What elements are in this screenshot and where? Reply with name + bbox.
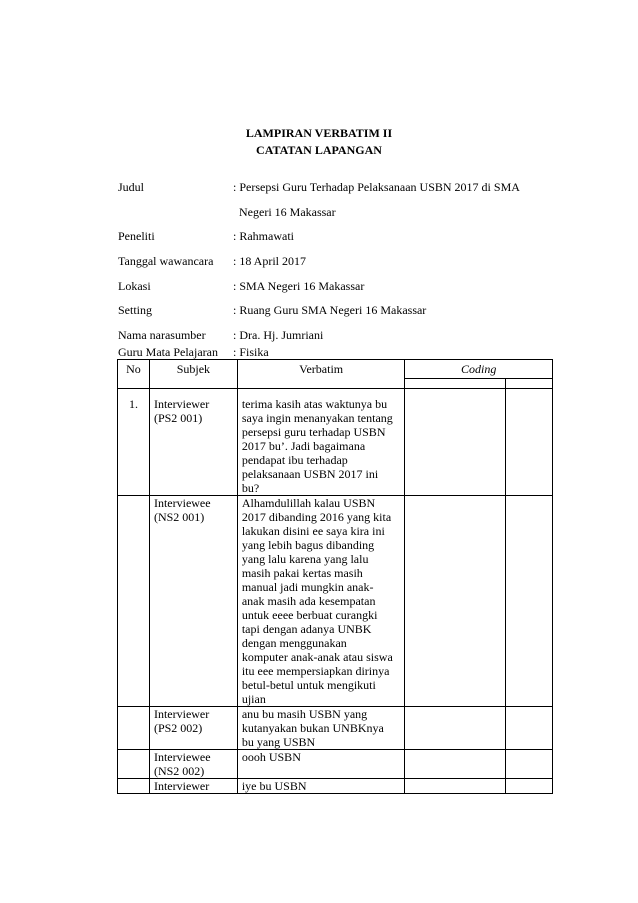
col-header-coding: Coding [405,360,553,379]
subject-line: Interviewer [153,707,210,721]
table-header-row [118,360,553,379]
subject-line: (NS2 001) [153,510,205,524]
verbatim-line: 2017 bu’. Jadi bagaimana [241,439,366,453]
meta-value-judul: : Persepsi Guru Terhadap Pelaksanaan USBN 2017 di SMA [233,180,520,194]
subject-line: (PS2 002) [153,721,203,735]
meta-label-lokasi: Lokasi [118,279,151,293]
meta-label-judul: Judul [118,180,145,194]
verbatim-line: manual jadi mungkin anak- [241,580,374,594]
cell-verbatim [237,496,405,707]
verbatim-table [117,359,553,794]
verbatim-line: bu yang USBN [241,735,316,749]
table-row [118,779,553,794]
cell-verbatim [237,779,405,794]
coding-subcol-2 [506,379,553,389]
meta-label-tanggal: Tanggal wawancara [118,254,214,268]
cell-coding-1 [405,496,506,707]
verbatim-line: bu? [241,481,260,495]
verbatim-line: anak masih ada kesempatan [241,594,376,608]
verbatim-line: komputer anak-anak atau siswa [241,650,393,664]
verbatim-line: 2017 dibanding 2016 yang kita [241,510,392,524]
verbatim-line: kutanyakan bukan UNBKnya [241,721,384,735]
table-row [118,707,553,750]
table-body [118,389,553,794]
col-header-no: No [118,360,150,389]
cell-subject [149,779,237,794]
verbatim-line: lakukan disini ee saya kira ini [241,524,385,538]
meta-value-judul-cont: Negeri 16 Makassar [239,205,336,219]
meta-label-setting: Setting [118,303,153,317]
cell-no [118,750,150,779]
table-row [118,750,553,779]
verbatim-line: masih pakai kertas masih [241,566,363,580]
verbatim-line: yang lebih bagus dibanding [241,538,375,552]
verbatim-line: iye bu USBN [241,779,307,793]
cell-no [118,779,150,794]
subject-line: Interviewer [153,779,210,793]
meta-label-narasumber: Nama narasumber [118,328,206,342]
coding-subcol-1 [405,379,506,389]
subject-line: Interviewee [153,750,211,764]
meta-label-peneliti: Peneliti [118,229,155,243]
verbatim-line: tapi dengan adanya UNBK [241,622,372,636]
meta-label-mapel: Guru Mata Pelajaran [118,345,218,359]
cell-coding-2 [506,496,553,707]
cell-subject [149,707,237,750]
subject-line: Interviewer [153,397,210,411]
title-line-1: LAMPIRAN VERBATIM II [245,126,393,140]
cell-coding-2 [506,707,553,750]
cell-coding-2 [506,750,553,779]
table-row [118,496,553,707]
verbatim-line: ujian [241,692,266,706]
cell-verbatim [237,707,405,750]
verbatim-line: terima kasih atas waktunya bu [241,397,388,411]
subject-line: Interviewee [153,496,211,510]
cell-subject [149,750,237,779]
cell-verbatim [237,750,405,779]
verbatim-line: itu eee mempersiapkan dirinya [241,664,390,678]
meta-value-tanggal: : 18 April 2017 [233,254,307,268]
cell-coding-2 [506,389,553,496]
meta-value-lokasi: : SMA Negeri 16 Makassar [233,279,365,293]
verbatim-line: Alhamdulillah kalau USBN [241,496,376,510]
cell-coding-1 [405,779,506,794]
verbatim-line: oooh USBN [241,750,301,764]
table-row [118,389,553,496]
title-line-2: CATATAN LAPANGAN [256,143,382,157]
verbatim-line: saya ingin menanyakan tentang [241,411,393,425]
cell-no [118,707,150,750]
cell-coding-1 [405,707,506,750]
cell-coding-2 [506,779,553,794]
verbatim-line: anu bu masih USBN yang [241,707,368,721]
cell-coding-1 [405,750,506,779]
verbatim-line: dengan menggunakan [241,636,347,650]
meta-value-narasumber: : Dra. Hj. Jumriani [233,328,324,342]
meta-value-peneliti: : Rahmawati [233,229,294,243]
verbatim-line: betul-betul untuk mengikuti [241,678,376,692]
verbatim-line: yang lalu karena yang lalu [241,552,369,566]
cell-no: 1. [118,389,150,496]
cell-subject [149,389,237,496]
verbatim-line: untuk eeee berbuat curangki [241,608,378,622]
col-header-verbatim: Verbatim [237,360,405,389]
verbatim-line: pendapat ibu terhadap [241,453,348,467]
subject-line: (NS2 002) [153,764,205,778]
cell-subject [149,496,237,707]
meta-value-mapel: : Fisika [233,345,269,359]
meta-value-setting: : Ruang Guru SMA Negeri 16 Makassar [233,303,427,317]
verbatim-line: persepsi guru terhadap USBN [241,425,386,439]
cell-verbatim [237,389,405,496]
subject-line: (PS2 001) [153,411,203,425]
verbatim-line: pelaksanaan USBN 2017 ini [241,467,379,481]
cell-no [118,496,150,707]
col-header-subject: Subjek [149,360,237,389]
cell-coding-1 [405,389,506,496]
